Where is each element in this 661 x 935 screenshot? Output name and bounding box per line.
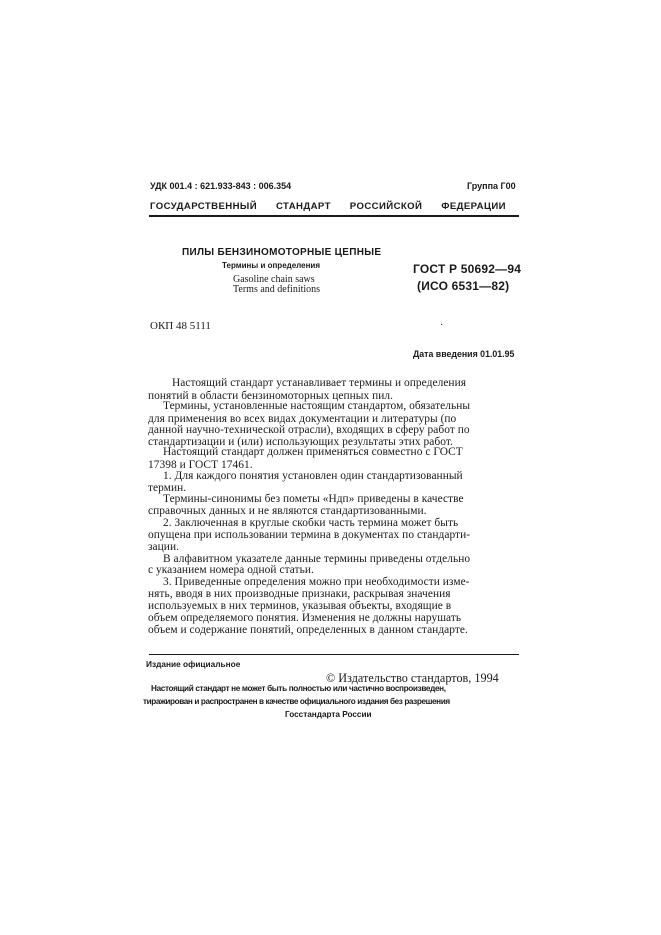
body-line: Настоящий стандарт устанавливает термины и определения [172, 377, 466, 389]
banner-word: ГОСУДАРСТВЕННЫЙ [150, 201, 258, 212]
reproduction-notice: тиражирован и распространен в качестве официального издания без разрешения [143, 697, 450, 706]
banner-word: РОССИЙСКОЙ [349, 201, 423, 212]
body-line: зации. [148, 541, 179, 553]
udk-code: УДК 001.4 : 621.933-843 : 006.354 [150, 181, 292, 191]
english-title: Gasoline chain saws [233, 274, 315, 285]
iso-number: (ИСО 6531—82) [417, 279, 510, 293]
body-line: Термины-синонимы без пометы «Ндп» приведены в качестве [163, 493, 464, 505]
gost-number: ГОСТ Р 50692—94 [413, 262, 522, 276]
body-line: с указанием номера одной статьи. [148, 564, 314, 576]
body-line: понятий в области бензиномоторных цепных пил. [148, 390, 394, 402]
introduction-date: Дата введения 01.01.95 [413, 349, 515, 359]
body-line: стандартизации и (или) использующих результаты этих работ. [148, 436, 453, 448]
body-line: объем определяемого понятия. Изменения не должны нарушать [148, 612, 462, 624]
body-line: используемых в них терминов, указывая объекты, входящие в [148, 600, 452, 612]
reproduction-notice: Настоящий стандарт не может быть полностью или частично воспроизведен, [151, 684, 446, 693]
copyright-line: © Издательство стандартов, 1994 [326, 671, 499, 685]
document-subtitle: Термины и определения [222, 261, 321, 270]
standard-banner [150, 201, 506, 212]
body-line: справочных данных и не являются стандартизованными. [148, 505, 427, 517]
body-line: Настоящий стандарт должен применяться совместно с ГОСТ [163, 446, 463, 458]
edition-label: Издание официальное [146, 659, 241, 669]
body-line: В алфавитном указателе данные термины приведены отдельно [163, 553, 471, 565]
document-title: ПИЛЫ БЕНЗИНОМОТОРНЫЕ ЦЕПНЫЕ [182, 247, 382, 258]
banner-rule [149, 215, 519, 217]
body-line: опущена при использовании термина в документах по стандарти- [148, 529, 471, 541]
english-subtitle: Terms and definitions [233, 284, 321, 295]
body-line: нять, вводя в них производные признаки, раскрывая значения [148, 588, 451, 600]
body-line: 17398 и ГОСТ 17461. [148, 459, 253, 471]
body-line: 2. Заключенная в круглые скобки часть термина может быть [163, 517, 459, 529]
stray-mark: · [440, 320, 444, 331]
banner-word: СТАНДАРТ [275, 201, 331, 212]
body-line: данной научно-технической отрасли), входящих в сферу работ по [148, 424, 470, 436]
body-line: термин. [148, 482, 187, 494]
body-line: Термины, установленные настоящим стандартом, обязательны [163, 400, 471, 412]
reproduction-notice: Госстандарта России [285, 710, 372, 719]
okp-code: ОКП 48 5111 [150, 320, 211, 332]
body-line: объем и содержание понятий, определенных в данном стандарте. [148, 624, 468, 636]
banner-word: ФЕДЕРАЦИИ [441, 201, 506, 212]
body-line: 1. Для каждого понятия установлен один стандартизованный [163, 470, 463, 482]
group-code: Группа Г00 [467, 181, 516, 191]
body-line: для применения во всех видах документации и литературы (по [148, 413, 457, 425]
body-line: 3. Приведенные определения можно при необходимости изме- [163, 576, 470, 588]
footer-rule [149, 654, 519, 655]
